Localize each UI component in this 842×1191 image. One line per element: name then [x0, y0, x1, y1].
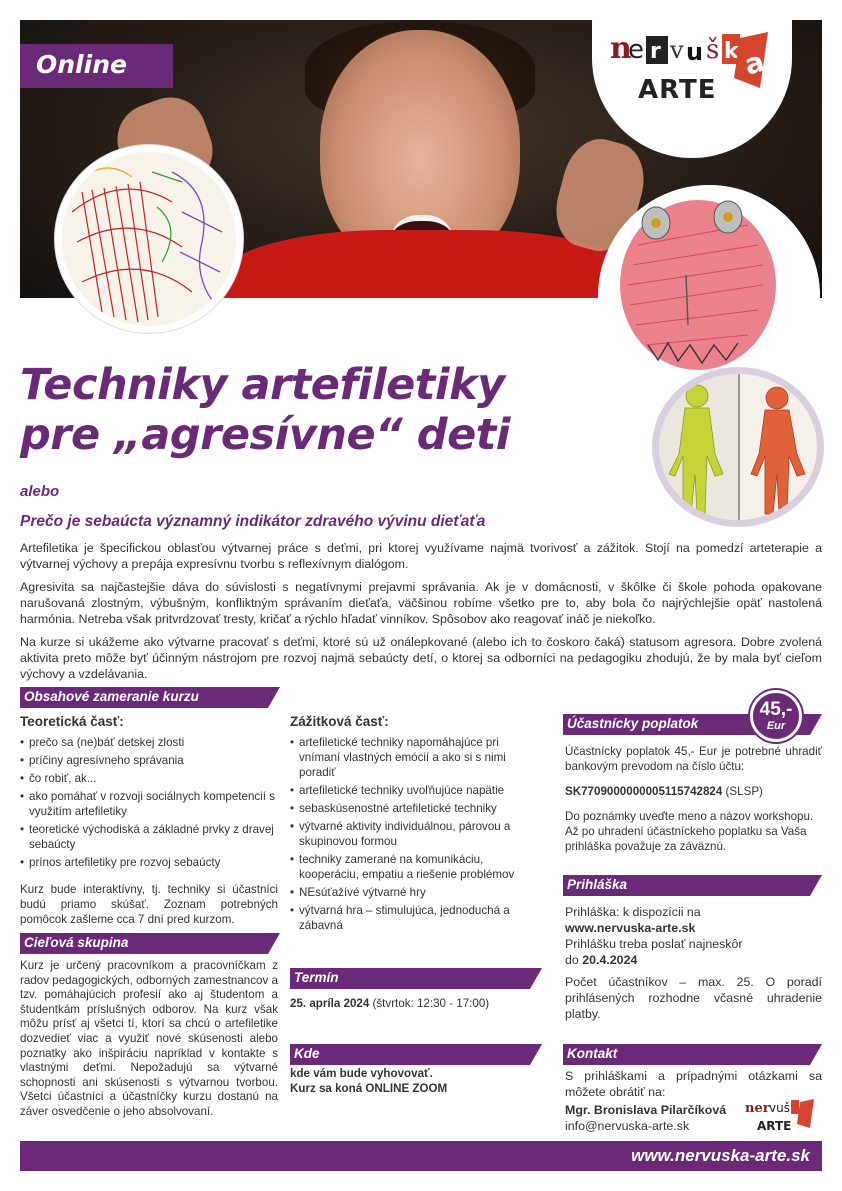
list-item: • NEsúťažívé výtvarné hry: [290, 885, 540, 900]
intro-paragraph-1: Artefiletika je špecifickou oblasťou výtvarnej práce s deťmi, pri ktorej využívame najmä tvorivosť a zážitok. Stojí na pomedzí arteterapie a výtvarnej výchovy a prepája expresívnu tvorbu s reflexívnym dialógom.: [20, 541, 822, 571]
svg-text:v: v: [670, 36, 684, 64]
section-heading-kontakt: Kontakt: [563, 1044, 810, 1065]
fee-amount: 45,-: [759, 699, 793, 720]
termin-date: 25. apríla 2024: [290, 997, 370, 1010]
kontakt-info: S prihláškami a prípadnými otázkami sa môžete obrátiť na:: [565, 1069, 822, 1099]
svg-text:n: n: [610, 31, 632, 66]
intro-text: [20, 540, 822, 689]
section-heading-obsah: Obsahové zameranie kurzu: [20, 687, 268, 708]
drawing-scribbles: [62, 152, 236, 326]
svg-text:r: r: [650, 39, 661, 64]
svg-text:ARTE: ARTE: [757, 1119, 792, 1133]
list-item: • prínos artefiletiky pre rozvoj sebaúcty: [20, 855, 278, 870]
deadline-prefix: do: [565, 953, 583, 967]
list-item: • čo robiť, ak...: [20, 771, 278, 786]
poplatok-text: [565, 744, 822, 854]
fee-badge: [750, 690, 802, 742]
svg-text:š: š: [706, 35, 720, 65]
ciel-text: Kurz je určený pracovníkom a pracovníčkam z radov pedagogických, odborných zamestnancov a tzv. pomáhajúcich profesií ako aj študentom a študentkám príslušných odborov. Na kurz však môžu prísť aj všetci tí, ktorí sa chcú o artefiletike dozvedieť viac a využiť nové skúsenosti alebo poznatky ako inšpiráciu napríklad v kontakte s vlastnými deťmi. Nepožadujú sa výtvarné schopnosti ani skúsenosti s výtvarnou tvorbou. Všetci účastníci a účastníčky kurzu dostanú na záver osvedčenie o jeho absolvovaní.: [20, 959, 278, 1118]
prihlaska-text: [565, 904, 822, 1022]
page-subtitle: Prečo je sebaúcta významný indikátor zdravého vývinu dieťaťa: [20, 513, 486, 530]
svg-text:a: a: [740, 44, 768, 82]
intro-paragraph-2: Agresivita sa najčastejšie dáva do súvislosti s negatívnymi prejavmi správania. Ak je v domácnosti, v škôlke či škole pohoda opakovane narušovaná zlostným, výbušným, konfliktným správaním dieťaťa, väčšinou robíme všetko pre to, aby bola čo najrýchlejšie opäť nastolená harmónia. Netreba však pritvrdzovať tresty, kričať a rýchlo hľadať vinníkov. Spôsobov ako reagovať ináč je niekoľko.: [20, 580, 822, 626]
list-item: • teoretické východiská a základné prvky z dravej sebaúcty: [20, 822, 278, 852]
svg-text:ARTE: ARTE: [638, 75, 717, 105]
kde-line-2: Kurz sa koná ONLINE ZOOM: [290, 1082, 448, 1095]
kontakt-name: Mgr. Bronislava Pilarčíková: [565, 1103, 727, 1117]
prihlaska-line-2: Prihlášku treba poslať najneskôr: [565, 937, 743, 951]
prihlaska-line-1: Prihláška: k dispozícii na: [565, 905, 701, 919]
list-item: • ako pomáhať v rozvoji sociálnych kompetencií s využitím artefiletiky: [20, 789, 278, 819]
svg-text:vuš: vuš: [769, 1101, 790, 1115]
zazitkova-title: Zážitková časť:: [290, 714, 389, 729]
child-drawing-circle-1: [55, 145, 243, 333]
teoreticka-cast: [20, 714, 278, 927]
svg-text:ner: ner: [745, 1101, 770, 1116]
online-badge: Online: [20, 44, 173, 88]
intro-paragraph-3: Na kurze si ukážeme ako výtvarne pracovať s deťmi, ktoré sú už onálepkované (alebo ich to čoskoro čaká) statusom agresora. Dobre zvolená aktivita preto môže byť účinným nástrojom pre rozvoj najmä sebaúcty detí, o ktorej sa odborníci na pedagogiku zhodujú, že by mala byť cieľom výchovy a vzdelávania.: [20, 635, 822, 681]
teoreticka-list: [20, 735, 278, 870]
nervuska-arte-logo: [610, 28, 770, 108]
page-title: [20, 360, 580, 460]
svg-text:k: k: [724, 39, 739, 64]
kde-text: [290, 1066, 550, 1096]
list-item: • príčiny agresívneho správania: [20, 753, 278, 768]
section-heading-termin: Termín: [290, 968, 530, 989]
bank-name: (SLSP): [722, 785, 763, 798]
zazitkova-list: [290, 735, 540, 933]
section-heading-prihlaska: Prihláška: [563, 875, 810, 896]
section-heading-kde: Kde: [290, 1044, 530, 1065]
poplatok-info: Účastnícky poplatok 45,- Eur je potrebné uhradiť bankovým prevodom na číslo účtu:: [565, 745, 822, 773]
section-heading-poplatok: Účastnícky poplatok: [563, 714, 810, 735]
footer-bar: [20, 1141, 822, 1171]
nervuska-arte-mini-logo: [745, 1098, 815, 1134]
footer-url-link[interactable]: www.nervuska-arte.sk: [631, 1146, 810, 1165]
kde-line-1: kde vám bude vyhovovať.: [290, 1067, 433, 1080]
list-item: • prečo sa (ne)báť detskej zlosti: [20, 735, 278, 750]
course-note: Kurz bude interaktívny, tj. techniky si účastníci budú priamo skúšať. Zoznam potrebných pomôcok zašleme cca 7 dní pred kurzom.: [20, 883, 278, 926]
prihlaska-count: Počet účastníkov – max. 25. O poradí prihlásených rozhodne včasné uhradenie platby.: [565, 975, 822, 1021]
list-item: • výtvarná hra – stimulujúca, jednoduchá a zábavná: [290, 903, 540, 933]
termin-time: (štvrtok: 12:30 - 17:00): [369, 997, 490, 1010]
body-outline-drawing-circle: [652, 367, 824, 527]
list-item: • sebaskúsenostné artefiletické techniky: [290, 801, 540, 816]
iban: SK7709000000005115742824: [565, 785, 723, 798]
list-item: • techniky zamerané na komunikáciu, kooperáciu, empatiu a riešenie problémov: [290, 852, 540, 882]
svg-text:u: u: [686, 38, 704, 66]
list-item: • výtvarné aktivity individuálnou, párovou a skupinovou formou: [290, 819, 540, 849]
section-heading-ciel: Cieľová skupina: [20, 933, 268, 954]
title-line-2: pre „agresívne“ deti: [20, 410, 511, 460]
body-figures-drawing: [659, 374, 817, 520]
poplatok-note: Do poznámky uveďte meno a názov workshopu. Až po uhradení účastníckeho poplatku sa Vaša prihláška považuje za záväznú.: [565, 810, 814, 853]
list-item: • artefiletické techniky napomáhajúce pri vnímaní vlastných emócií a ako si s nimi poradiť: [290, 735, 540, 780]
termin-text: [290, 996, 550, 1011]
title-alebo: alebo: [20, 483, 60, 500]
poplatok-account: [565, 784, 822, 799]
prihlaska-web-link[interactable]: www.nervuska-arte.sk: [565, 921, 696, 935]
deadline-date: 20.4.2024: [582, 953, 638, 967]
svg-text:e: e: [628, 35, 644, 65]
prihlaska-line-3: [565, 952, 822, 968]
zazitkova-cast: [290, 714, 540, 936]
teoreticka-title: Teoretická časť:: [20, 714, 124, 729]
list-item: • artefiletické techniky uvoľňujúce napätie: [290, 783, 540, 798]
title-line-1: Techniky artefiletiky: [20, 360, 505, 410]
kontakt-email[interactable]: info@nervuska-arte.sk: [565, 1119, 690, 1133]
fee-currency: Eur: [766, 720, 786, 732]
